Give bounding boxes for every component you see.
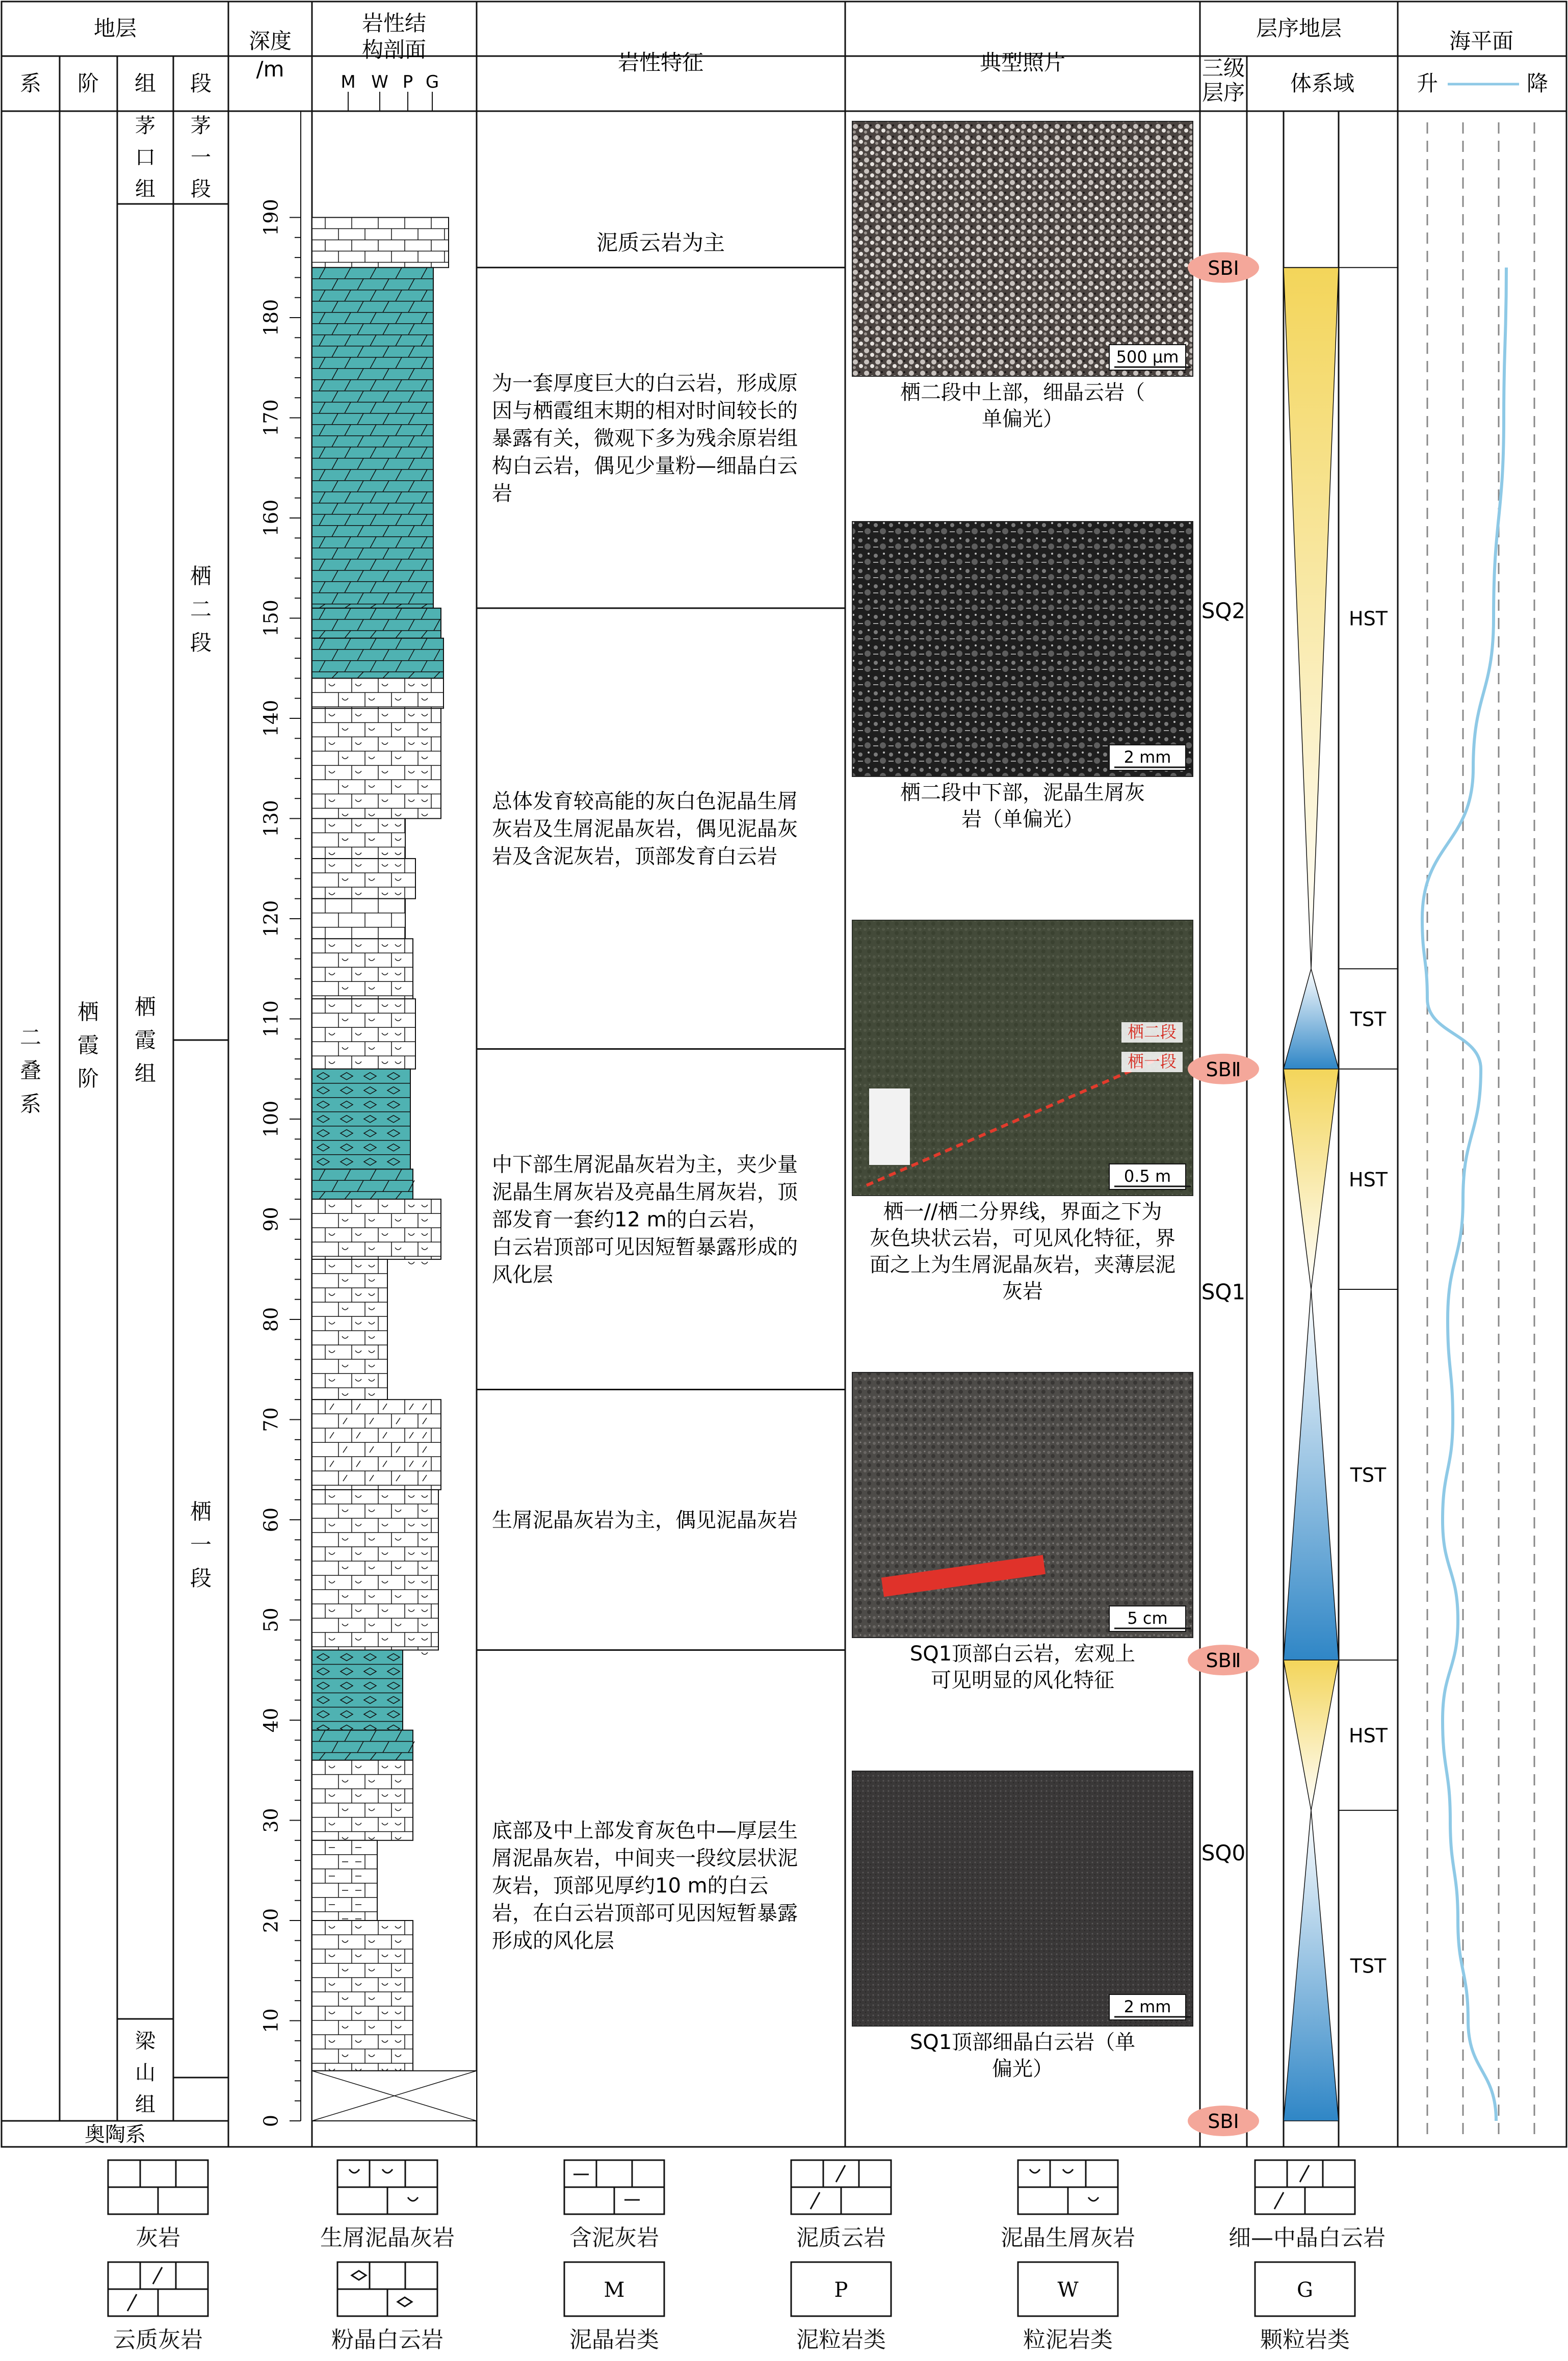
lithology-features [477, 230, 845, 1953]
header-stratigraphy: 地层 [93, 16, 137, 41]
svg-text:M: M [604, 2278, 625, 2302]
typical-photos [852, 121, 1193, 2081]
strata-columns [20, 114, 228, 2146]
depth-tick-0: 0 [259, 2114, 282, 2128]
depth-tick-10: 10 [259, 2008, 282, 2033]
texture-tick-M: M [341, 72, 356, 92]
lith-layer-dolo [312, 638, 443, 679]
tract-triangle-hst [1284, 1660, 1339, 1810]
sequence-boundary [1188, 1054, 1259, 1084]
lith-layer-dolo [312, 1169, 414, 1199]
depth-tick-60: 60 [259, 1507, 282, 1533]
photo-image [852, 1771, 1193, 2026]
member-qi2: 栖二段 [190, 563, 212, 655]
header-sequence-strat: 层序地层 [1256, 16, 1342, 41]
photo-caption: 栖二段中上部，细晶云岩（单偏光） [900, 381, 1145, 431]
member-mao1: 茅一段 [191, 114, 211, 201]
column-headers [20, 11, 1548, 111]
header-rise: 升 [1416, 71, 1439, 96]
stage-qixia: 栖霞阶 [77, 999, 99, 1091]
lith-layer-dolo [312, 268, 433, 608]
photo-3 [852, 1372, 1193, 1692]
depth-tick-90: 90 [259, 1207, 282, 1232]
lith-layer-bio [312, 859, 415, 899]
lith-layer-bio [312, 819, 405, 859]
scale-bar-label: 500 μm [1116, 347, 1179, 367]
lith-layer-lime [312, 899, 405, 939]
tract-hst: HST [1349, 1724, 1388, 1747]
lith-layer-bio [312, 1921, 413, 2071]
tract-hst: HST [1349, 607, 1388, 630]
tract-tst: TST [1350, 1955, 1387, 1978]
header-typical-photos: 典型照片 [979, 50, 1066, 75]
depth-tick-70: 70 [259, 1407, 282, 1432]
feature-5: 底部及中上部发育灰色中—厚层生屑泥晶灰岩，中间夹一段纹层状泥灰岩，顶部见厚约10 m的白云岩，在白云岩顶部可见因短暂暴露形成的风化层 [492, 1819, 798, 1953]
ordovician-label: 奥陶系 [85, 2123, 146, 2146]
lith-layer-dol [312, 1399, 441, 1495]
scale-bar-label: 0.5 m [1123, 1166, 1171, 1186]
lith-layer-arg [312, 1840, 377, 1921]
depth-tick-180: 180 [259, 299, 282, 336]
depth-tick-120: 120 [259, 900, 282, 938]
photo-2 [852, 920, 1193, 1303]
depth-tick-140: 140 [259, 699, 282, 737]
feature-1: 为一套厚度巨大的白云岩，形成原因与栖霞组末期的相对时间较长的暴露有关，微观下多为残余原岩组构白云岩，偶见少量粉—细晶白云岩 [492, 371, 798, 505]
photo-image [852, 1372, 1193, 1638]
legend-label: 泥晶岩类 [569, 2327, 659, 2353]
tract-triangle-tst [1284, 1810, 1339, 2121]
silt-dolomite-icon [336, 2261, 438, 2317]
argillaceous-dolomite-icon [790, 2159, 892, 2215]
photo-tag-lower: 栖一段 [1127, 1052, 1177, 1071]
texture-tick-P: P [402, 72, 413, 92]
depth-tick-50: 50 [259, 1607, 282, 1632]
sequence-SQ2: SQ2 [1201, 598, 1246, 624]
photo-image [852, 522, 1193, 776]
limestone-icon [107, 2159, 209, 2215]
lith-layer-bio [312, 1259, 387, 1399]
micritic-bioclastic-limestone-icon [1017, 2159, 1119, 2215]
sequence-stratigraphy [1188, 252, 1398, 2136]
sequence-boundary [1188, 1645, 1259, 1675]
header-lith-profile-line2: 构剖面 [361, 37, 427, 62]
wackestone-icon [1017, 2261, 1119, 2317]
scale-bar-label: 2 mm [1123, 747, 1171, 767]
sequence-boundary [1188, 2106, 1259, 2136]
depth-tick-170: 170 [259, 399, 282, 436]
legend-label: 灰岩 [136, 2225, 180, 2251]
lith-layer-dolo [312, 608, 441, 638]
texture-tick-G: G [425, 72, 439, 92]
feature-0: 泥质云岩为主 [596, 230, 725, 255]
tract-triangle-hst [1284, 268, 1339, 969]
legend [0, 2154, 1568, 2361]
feature-3: 中下部生屑泥晶灰岩为主，夹少量泥晶生屑灰岩及亮晶生屑灰岩，顶部发育一套约12 m的白云岩，白云岩顶部可见因短暂暴露形成的风化层 [492, 1153, 798, 1287]
legend-item [991, 2159, 1144, 2252]
feature-2: 总体发育较高能的灰白色泥晶生屑灰岩及生屑泥晶灰岩，偶见泥晶灰岩及含泥灰岩，顶部发育白云岩 [492, 790, 798, 869]
boundary-label: SBⅠ [1208, 2110, 1239, 2133]
legend-item [765, 2159, 918, 2252]
tract-triangle-hst [1284, 1069, 1339, 1289]
lith-layer-silt [312, 1650, 403, 1732]
depth-tick-30: 30 [259, 1808, 282, 1833]
fine-medium-dolomite-icon [1254, 2159, 1356, 2215]
legend-label: 云质灰岩 [113, 2327, 203, 2353]
sequence-SQ1: SQ1 [1201, 1279, 1246, 1305]
scale-bar-label: 2 mm [1123, 1997, 1171, 2016]
header-system: 系 [19, 71, 42, 96]
header-systems-tract: 体系域 [1290, 71, 1355, 96]
lith-layer-cross [312, 2071, 477, 2121]
header-third-order-line1: 三级 [1201, 56, 1245, 81]
photo-caption: 栖二段中下部，泥晶生屑灰岩（单偏光） [900, 781, 1145, 831]
lith-layer-bio [312, 1490, 438, 1654]
boundary-label: SBⅡ [1206, 1649, 1241, 1672]
header-sea-level: 海平面 [1449, 29, 1514, 54]
legend-item [538, 2261, 691, 2354]
grainstone-icon [1254, 2261, 1356, 2317]
legend-item [1229, 2159, 1386, 2252]
legend-item [311, 2159, 464, 2252]
legend-item [82, 2261, 234, 2354]
feature-4: 生屑泥晶灰岩为主，偶见泥晶灰岩 [492, 1509, 798, 1532]
photo-caption: SQ1顶部白云岩，宏观上可见明显的风化特征 [909, 1642, 1136, 1692]
bioclastic-micrite-limestone-icon [336, 2159, 438, 2215]
photo-image [852, 121, 1193, 376]
lith-layer-dolo [312, 1730, 414, 1760]
texture-tick-W: W [371, 72, 388, 92]
sequence-SQ0: SQ0 [1201, 1840, 1246, 1866]
depth-tick-130: 130 [259, 800, 282, 837]
lith-layer-silt [312, 1069, 410, 1170]
photo-0 [852, 121, 1193, 431]
tract-tst: TST [1350, 1008, 1387, 1031]
legend-label: 泥晶生屑灰岩 [1001, 2225, 1135, 2251]
legend-item [1229, 2261, 1381, 2354]
sequence-boundary [1188, 252, 1259, 283]
legend-label: 粒泥岩类 [1023, 2327, 1113, 2353]
lith-layer-bio [312, 1199, 441, 1264]
dolomitic-limestone-icon [107, 2261, 209, 2317]
depth-tick-150: 150 [259, 600, 282, 637]
header-stage: 阶 [77, 71, 99, 96]
lith-layer-bio [312, 939, 413, 1003]
lith-layer-bio [312, 1760, 413, 1840]
lith-layer-bio [312, 708, 441, 818]
legend-label: 细—中晶白云岩 [1229, 2225, 1386, 2251]
depth-tick-40: 40 [259, 1707, 282, 1733]
header-lith-profile-line1: 岩性结 [361, 11, 427, 36]
legend-item [538, 2159, 691, 2252]
header-lith-features: 岩性特征 [617, 50, 704, 75]
argillaceous-limestone-icon [563, 2159, 665, 2215]
legend-label: 粉晶白云岩 [331, 2327, 443, 2353]
photo-caption: SQ1顶部细晶白云岩（单偏光） [909, 2031, 1136, 2081]
depth-tick-160: 160 [259, 499, 282, 537]
svg-text:P: P [834, 2278, 848, 2302]
depth-tick-20: 20 [259, 1908, 282, 1933]
legend-label: 生屑泥晶灰岩 [320, 2225, 455, 2251]
formation-qixia: 栖霞组 [134, 994, 156, 1086]
legend-item [311, 2261, 464, 2354]
photo-1 [852, 522, 1193, 831]
legend-item [991, 2261, 1144, 2354]
depth-tick-190: 190 [259, 199, 282, 236]
legend-label: 泥质云岩 [796, 2225, 886, 2251]
photo-caption: 栖一//栖二分界线，界面之下为灰色块状云岩，可见风化特征，界面之上为生屑泥晶灰岩，夹薄层泥灰岩 [870, 1200, 1175, 1303]
formation-maokou: 茅口组 [135, 114, 155, 201]
svg-text:W: W [1057, 2278, 1079, 2302]
lithology-profile [312, 218, 477, 2121]
header-member: 段 [190, 71, 212, 96]
legend-label: 泥粒岩类 [796, 2327, 886, 2353]
lith-layer-bio [312, 999, 415, 1069]
formation-liangshan: 梁山组 [135, 2030, 155, 2116]
member-qi1: 栖一段 [190, 1499, 212, 1591]
boundary-label: SBⅡ [1206, 1058, 1241, 1081]
tract-triangle-tst [1284, 1289, 1339, 1660]
photo-tag-upper: 栖二段 [1127, 1022, 1177, 1042]
header-depth: 深度 [248, 29, 292, 54]
depth-axis [260, 111, 301, 2127]
svg-text:G: G [1297, 2278, 1313, 2302]
photo-4 [852, 1771, 1193, 2081]
tract-tst: TST [1350, 1464, 1387, 1487]
sea-level-line [1422, 268, 1506, 2121]
tract-triangle-tst [1284, 969, 1339, 1069]
legend-label: 含泥灰岩 [569, 2225, 659, 2251]
system-permian: 二叠系 [19, 1025, 42, 1117]
legend-item [82, 2159, 234, 2252]
sea-level-curve [1422, 122, 1534, 2141]
lith-layer-dolmud [312, 218, 449, 268]
packstone-icon [790, 2261, 892, 2317]
depth-tick-100: 100 [259, 1100, 282, 1138]
person-figure [869, 1088, 910, 1165]
mudstone-icon [563, 2261, 665, 2317]
header-fall: 降 [1526, 71, 1549, 96]
legend-item [765, 2261, 918, 2354]
header-formation: 组 [134, 71, 156, 96]
header-third-order-line2: 层序 [1201, 80, 1245, 105]
header-depth-unit: /m [256, 57, 284, 82]
depth-tick-110: 110 [259, 1000, 282, 1037]
scale-bar-label: 5 cm [1127, 1608, 1168, 1628]
tract-hst: HST [1349, 1168, 1388, 1191]
depth-tick-80: 80 [259, 1307, 282, 1332]
legend-label: 颗粒岩类 [1260, 2327, 1350, 2353]
boundary-label: SBⅠ [1208, 256, 1239, 279]
